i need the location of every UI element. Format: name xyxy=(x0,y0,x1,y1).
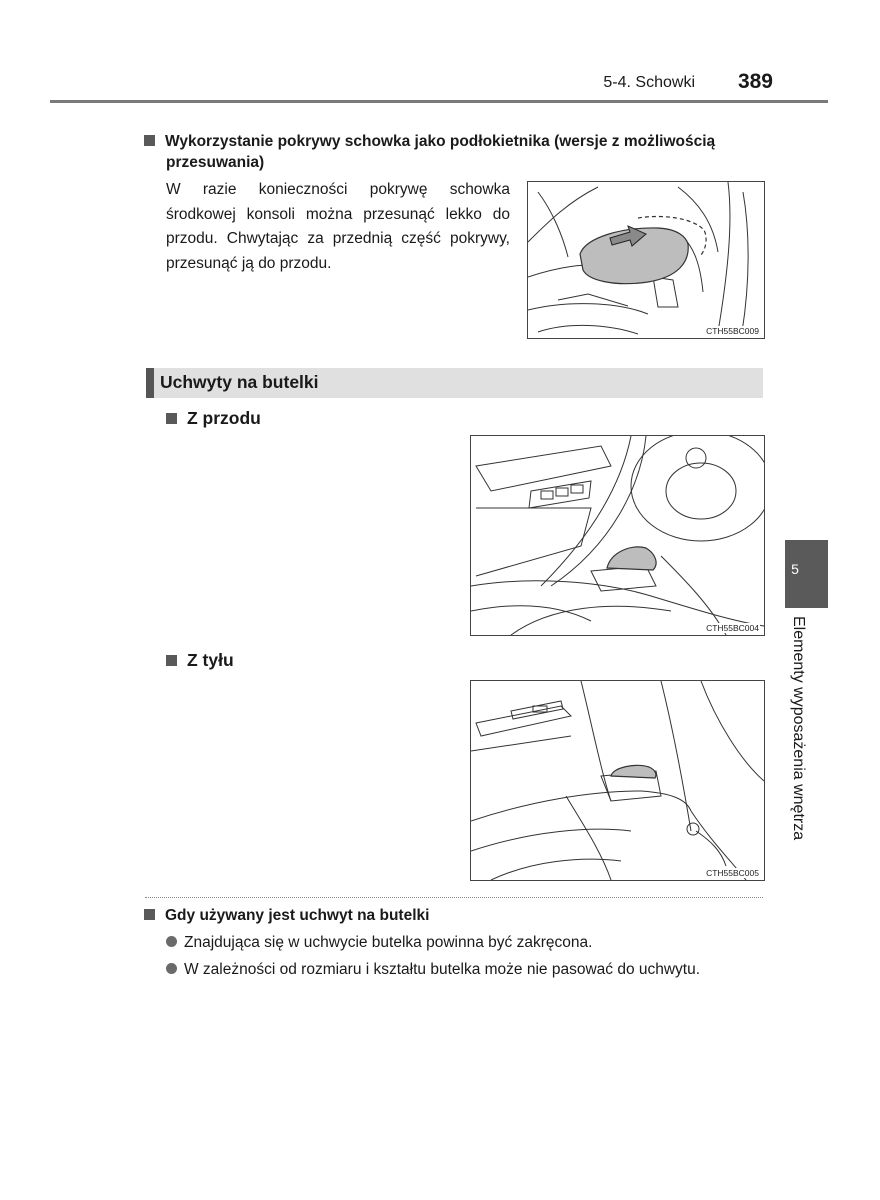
front-bottle-holder-figure xyxy=(470,435,765,636)
page-number: 389 xyxy=(737,70,773,93)
rear-bottle-holder-figure xyxy=(470,680,765,881)
chapter-number: 5 xyxy=(791,561,799,577)
armrest-heading-line1: Wykorzystanie pokrywy schowka jako podłokietnika (wersje z możliwością xyxy=(165,133,716,150)
armrest-illustration xyxy=(528,182,764,338)
armrest-heading-line2: przesuwania) xyxy=(166,154,265,171)
circle-bullet-icon xyxy=(166,936,177,947)
rear-holder-illustration xyxy=(471,681,764,880)
circle-bullet-icon xyxy=(166,963,177,974)
section-heading: 5-4. Schowki xyxy=(603,74,695,91)
chapter-title: Elementy wyposażenia wnętrza xyxy=(790,616,807,841)
front-label: Z przodu xyxy=(187,408,261,428)
bottle-holders-heading xyxy=(146,368,763,398)
armrest-heading xyxy=(144,131,769,173)
figure-code: CTH55BC009 xyxy=(706,326,759,336)
armrest-figure xyxy=(527,181,765,339)
rear-label: Z tyłu xyxy=(187,650,234,670)
square-bullet-icon xyxy=(144,135,155,146)
front-holder-illustration xyxy=(471,436,764,635)
front-subheading xyxy=(166,408,261,429)
note-bullet xyxy=(166,934,592,952)
armrest-body: W razie konieczności pokrywę schowka środkowej konsoli można przesunąć lekko do przodu. Chwytając za przednią część pokrywy, przesunąć ją do przodu. xyxy=(166,181,510,272)
note-title: Gdy używany jest uchwyt na butelki xyxy=(165,907,430,924)
note-divider xyxy=(145,897,763,898)
note-heading xyxy=(144,907,429,925)
note-bullet-text: Znajdująca się w uchwycie butelka powinna być zakręcona. xyxy=(184,934,593,951)
heading-accent-bar xyxy=(146,368,154,398)
square-bullet-icon xyxy=(166,413,177,424)
figure-code: CTH55BC004 xyxy=(706,623,759,633)
note-bullet-text: W zależności od rozmiaru i kształtu butelka może nie pasować do uchwytu. xyxy=(184,961,701,978)
rear-subheading xyxy=(166,650,234,671)
square-bullet-icon xyxy=(166,655,177,666)
note-bullet xyxy=(166,961,700,979)
header-rule xyxy=(50,100,828,103)
figure-code: CTH55BC005 xyxy=(706,868,759,878)
bottle-holders-title: Uchwyty na butelki xyxy=(160,372,319,392)
square-bullet-icon xyxy=(144,909,155,920)
